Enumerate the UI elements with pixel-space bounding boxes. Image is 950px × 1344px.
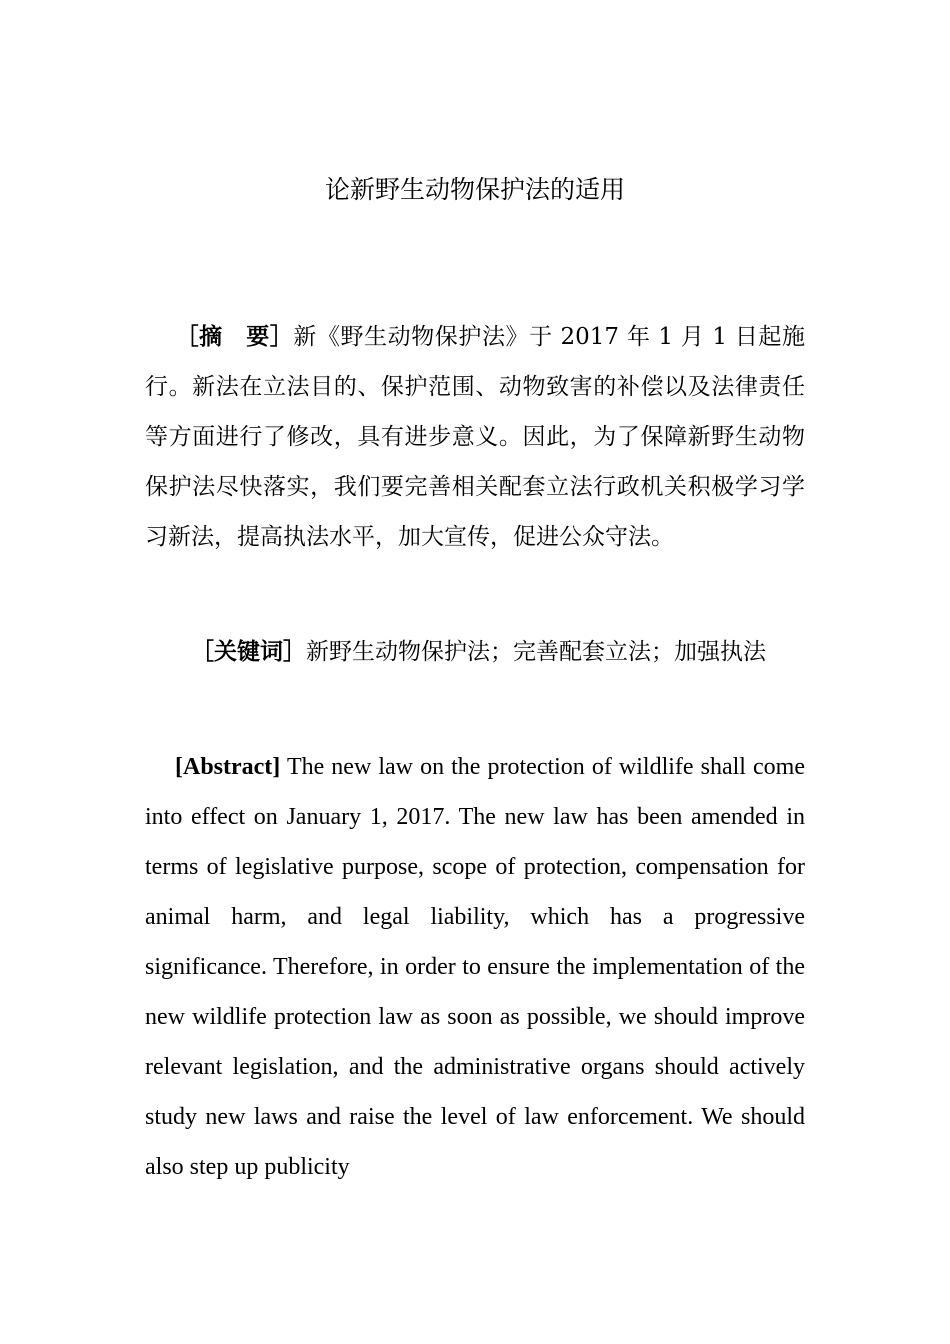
chinese-keywords-text: 新野生动物保护法；完善配套立法；加强执法 [306,639,766,665]
english-abstract [145,742,805,1192]
chinese-keywords-label: ［关键词］ [191,638,306,665]
page-title: 论新野生动物保护法的适用 [324,175,625,204]
chinese-abstract-text: 新《野生动物保护法》于 2017 年 1 月 1 日起施行。新法在立法目的、保护范围、动物致害的补偿以及法律责任等方面进行了修改，具有进步意义。因此，为了保障新野生动物保护法尽快落实，我们要完善相关配套立法行政机关积极学习学习新法，提高执法水平，加大宣传，促进公众守法。 [145,324,805,550]
chinese-keywords [145,627,805,677]
chinese-abstract [145,312,805,562]
chinese-abstract-label: ［摘 要］ [175,323,294,350]
english-abstract-text: The new law on the protection of wildlife shall come into effect on January 1, 2017. The new law has been amended in terms of legislative purpose, scope of protection, compensation for animal harm, and legal liability, which has a progressive significance. Therefore, in order to ensure the implementation of the new wildlife protection law as soon as possible, we should improve relevant legislation, and the administrative organs should actively study new laws and raise the level of law enforcement. We should also step up publicity [145,754,805,1180]
english-abstract-label: [Abstract] [175,754,281,780]
